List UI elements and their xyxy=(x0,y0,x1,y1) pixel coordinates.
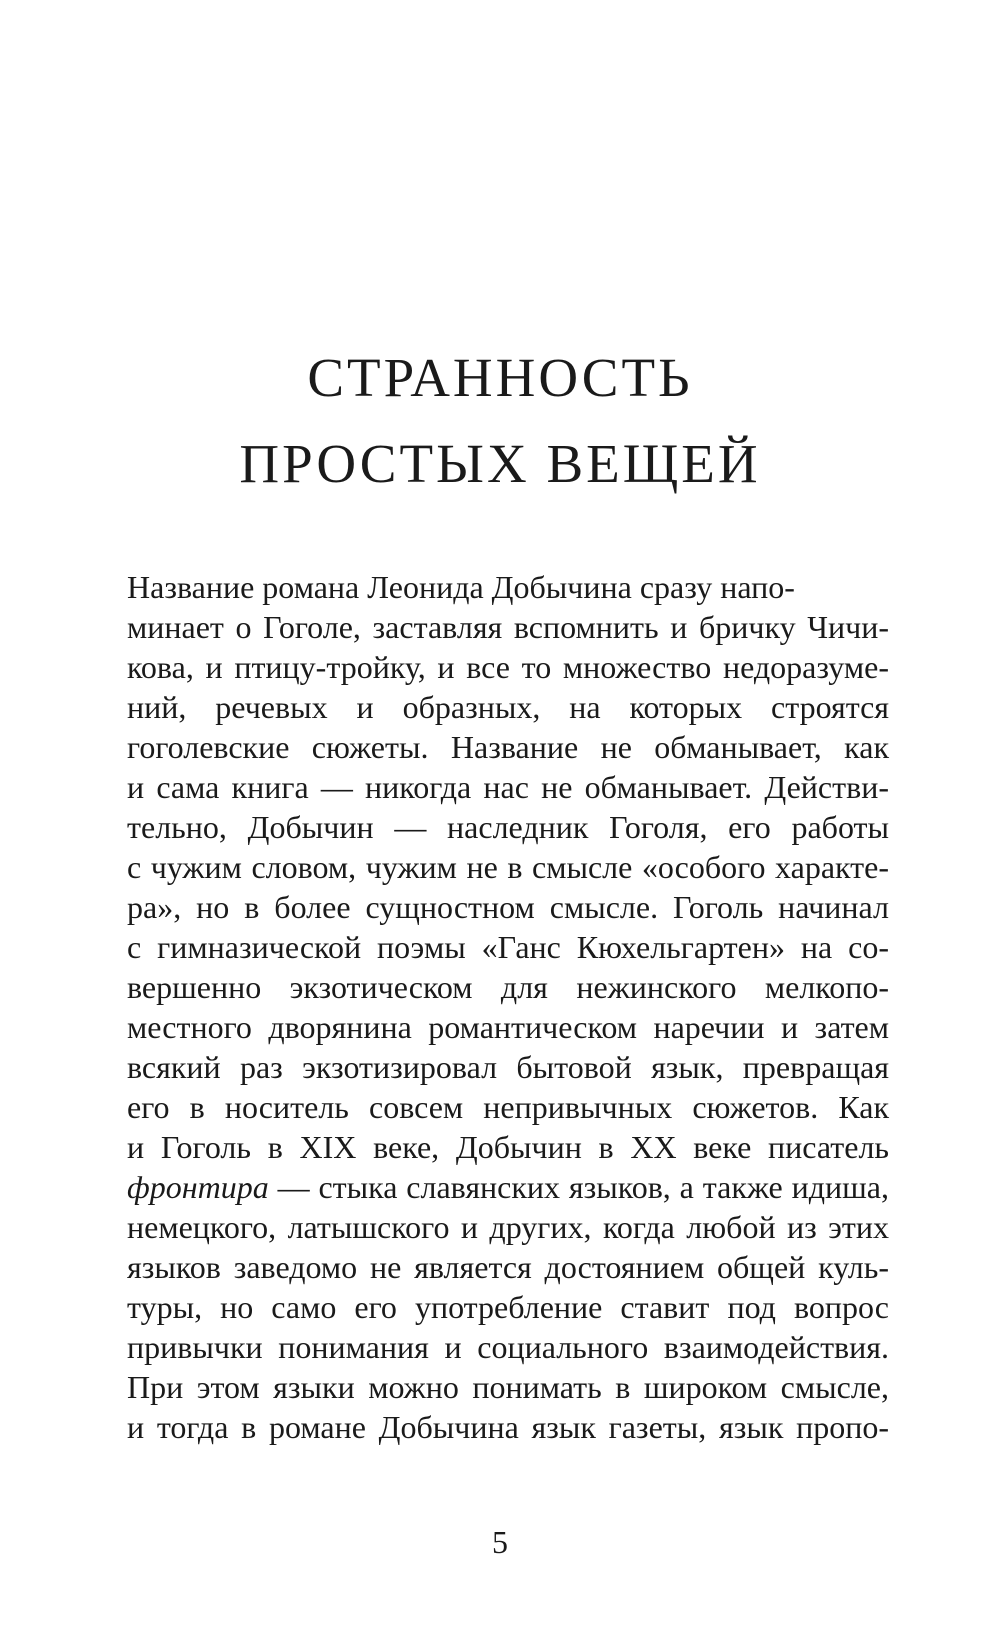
text-line: тельно, Добычин — наследник Гоголя, его работы xyxy=(127,809,889,845)
text-line: При этом языки можно понимать в широком смысле, xyxy=(127,1369,889,1405)
text-line: Название романа Леонида Добычина сразу напо- xyxy=(127,569,795,605)
text-line: и сама книга — никогда нас не обманывает. Действи- xyxy=(127,769,889,805)
chapter-title xyxy=(0,335,1000,507)
text-line: кова, и птицу-тройку, и все то множество недоразуме- xyxy=(127,649,889,685)
body-paragraph xyxy=(127,567,889,1447)
chapter-title-line-2: ПРОСТЫХ ВЕЩЕЙ xyxy=(239,433,761,494)
text-line: туры, но само его употребление ставит под вопрос xyxy=(127,1289,889,1325)
text-line: гоголевские сюжеты. Название не обманывает, как xyxy=(127,729,889,765)
text-line: привычки понимания и социального взаимодействия. xyxy=(127,1329,889,1365)
text-line-with-italic xyxy=(127,1167,889,1207)
text-line: с чужим словом, чужим не в смысле «особого характе- xyxy=(127,849,889,885)
text-line: вершенно экзотическом для нежинского мелкопо- xyxy=(127,969,889,1005)
text-line: языков заведомо не является достоянием общей куль- xyxy=(127,1249,889,1285)
text-line: ний, речевых и образных, на которых строятся xyxy=(127,689,889,725)
text-line: всякий раз экзотизировал бытовой язык, превращая xyxy=(127,1049,889,1085)
text-line: немецкого, латышского и других, когда любой из этих xyxy=(127,1209,889,1245)
text-line: с гимназической поэмы «Ганс Кюхельгартен» на со- xyxy=(127,929,889,965)
text-line: минает о Гоголе, заставляя вспомнить и бричку Чичи- xyxy=(127,609,889,645)
text-line: его в носитель совсем непривычных сюжетов. Как xyxy=(127,1089,889,1125)
text-line: ра», но в более сущностном смысле. Гоголь начинал xyxy=(127,889,889,925)
text-line: местного дворянина романтическом наречии и затем xyxy=(127,1009,889,1045)
text-fragment: — стыка славянских языков, а также идиша, xyxy=(277,1169,890,1205)
text-line: и Гоголь в XIX веке, Добычин в XX веке писатель xyxy=(127,1129,889,1165)
italic-term: фронтира xyxy=(127,1169,269,1205)
chapter-title-line-1: СТРАННОСТЬ xyxy=(307,347,693,408)
page-number: 5 xyxy=(492,1524,508,1560)
text-line: и тогда в романе Добычина язык газеты, язык пропо- xyxy=(127,1409,889,1445)
